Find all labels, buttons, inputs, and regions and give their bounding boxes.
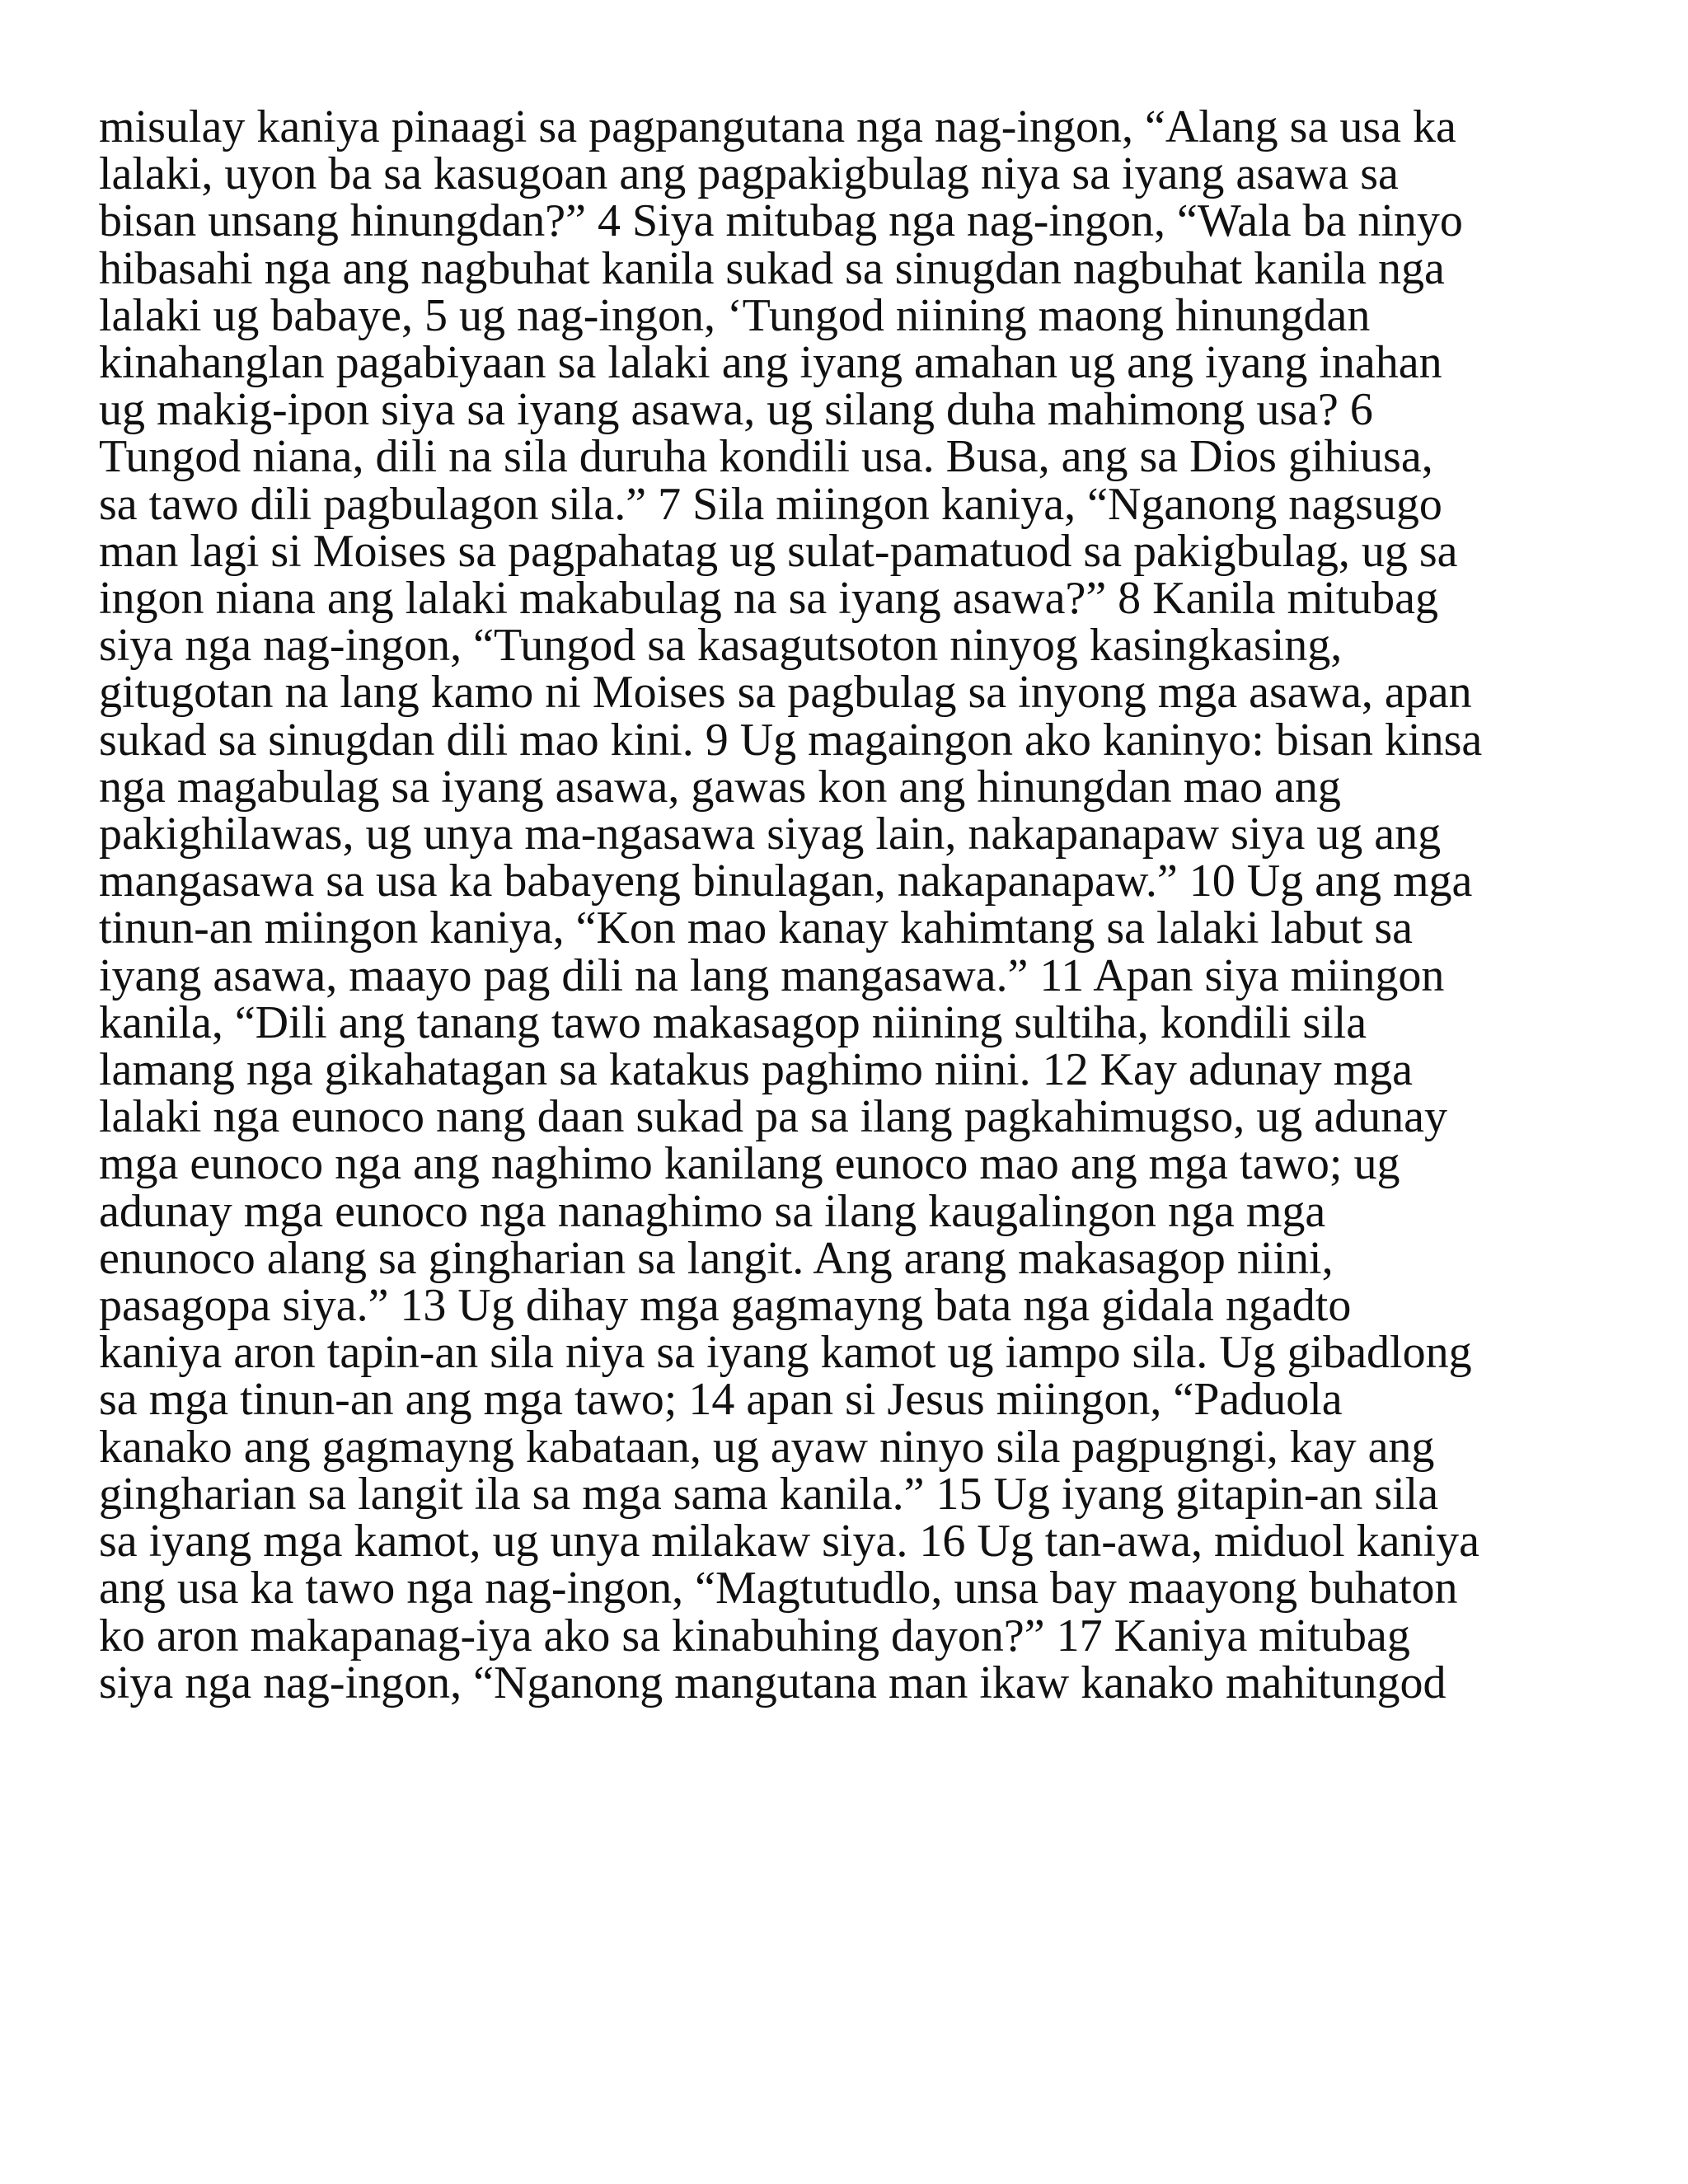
text-line: lamang nga gikahatagan sa katakus paghimo niini. 12 Kay adunay mga: [99, 1044, 1414, 1096]
text-line: bisan unsang hinungdan?” 4 Siya mitubag nga nag-ingon, “Wala ba ninyo: [99, 195, 1463, 247]
text-line: man lagi si Moises sa pagpahatag ug sulat-pamatuod sa pakigbulag, ug sa: [99, 525, 1458, 577]
text-line: lalaki, uyon ba sa kasugoan ang pagpakigbulag niya sa iyang asawa sa: [99, 148, 1399, 200]
text-line: Tungod niana, dili na sila duruha kondili usa. Busa, ang sa Dios gihiusa,: [99, 431, 1433, 483]
text-line: adunay mga eunoco nga nanaghimo sa ilang kaugalingon nga mga: [99, 1185, 1326, 1237]
text-line: sa mga tinun-an ang mga tawo; 14 apan si Jesus miingon, “Paduola: [99, 1374, 1343, 1426]
text-line: mga eunoco nga ang naghimo kanilang eunoco mao ang mga tawo; ug: [99, 1138, 1400, 1190]
text-line: pakighilawas, ug unya ma-ngasawa siyag lain, nakapanapaw siya ug ang: [99, 808, 1442, 860]
text-line: sa tawo dili pagbulagon sila.” 7 Sila miingon kaniya, “Nganong nagsugo: [99, 478, 1442, 530]
text-line: hibasahi nga ang nagbuhat kanila sukad sa sinugdan nagbuhat kanila nga: [99, 242, 1445, 294]
text-line: ko aron makapanag-iya ako sa kinabuhing dayon?” 17 Kaniya mitubag: [99, 1610, 1410, 1661]
body-text: [99, 101, 1632, 1708]
text-line: gitugotan na lang kamo ni Moises sa pagbulag sa inyong mga asawa, apan: [99, 667, 1472, 719]
text-line: misulay kaniya pinaagi sa pagpangutana nga nag-ingon, “Alang sa usa ka: [99, 101, 1456, 152]
text-line: nga magabulag sa iyang asawa, gawas kon ang hinungdan mao ang: [99, 761, 1341, 813]
text-line: lalaki nga eunoco nang daan sukad pa sa ilang pagkahimugso, ug adunay: [99, 1091, 1447, 1143]
text-line: gingharian sa langit ila sa mga sama kanila.” 15 Ug iyang gitapin-an sila: [99, 1468, 1439, 1520]
text-line: sukad sa sinugdan dili mao kini. 9 Ug magaingon ako kaninyo: bisan kinsa: [99, 714, 1483, 766]
text-line: kanako ang gagmayng kabataan, ug ayaw ninyo sila pagpugngi, kay ang: [99, 1421, 1435, 1473]
text-line: enunoco alang sa gingharian sa langit. Ang arang makasagop niini,: [99, 1232, 1334, 1284]
text-line: siya nga nag-ingon, “Tungod sa kasagutsoton ninyog kasingkasing,: [99, 620, 1343, 672]
text-line: mangasawa sa usa ka babayeng binulagan, nakapanapaw.” 10 Ug ang mga: [99, 855, 1473, 907]
text-line: pasagopa siya.” 13 Ug dihay mga gagmayng bata nga gidala ngadto: [99, 1280, 1352, 1332]
text-line: kaniya aron tapin-an sila niya sa iyang kamot ug iampo sila. Ug gibadlong: [99, 1327, 1472, 1379]
text-line: ang usa ka tawo nga nag-ingon, “Magtutudlo, unsa bay maayong buhaton: [99, 1563, 1458, 1615]
text-line: kanila, “Dili ang tanang tawo makasagop niining sultiha, kondili sila: [99, 996, 1367, 1048]
text-line: kinahanglan pagabiyaan sa lalaki ang iyang amahan ug ang iyang inahan: [99, 337, 1442, 389]
text-line: iyang asawa, maayo pag dili na lang mangasawa.” 11 Apan siya miingon: [99, 949, 1445, 1001]
text-line: tinun-an miingon kaniya, “Kon mao kanay kahimtang sa lalaki labut sa: [99, 902, 1414, 954]
text-line: ug makig-ipon siya sa iyang asawa, ug silang duha mahimong usa? 6: [99, 384, 1373, 436]
text-line: ingon niana ang lalaki makabulag na sa iyang asawa?” 8 Kanila mitubag: [99, 573, 1438, 625]
text-line: lalaki ug babaye, 5 ug nag-ingon, ‘Tungod niining maong hinungdan: [99, 289, 1371, 341]
text-line: siya nga nag-ingon, “Nganong mangutana man ikaw kanako mahitungod: [99, 1657, 1447, 1708]
text-line: sa iyang mga kamot, ug unya milakaw siya. 16 Ug tan-awa, miduol kaniya: [99, 1516, 1479, 1568]
